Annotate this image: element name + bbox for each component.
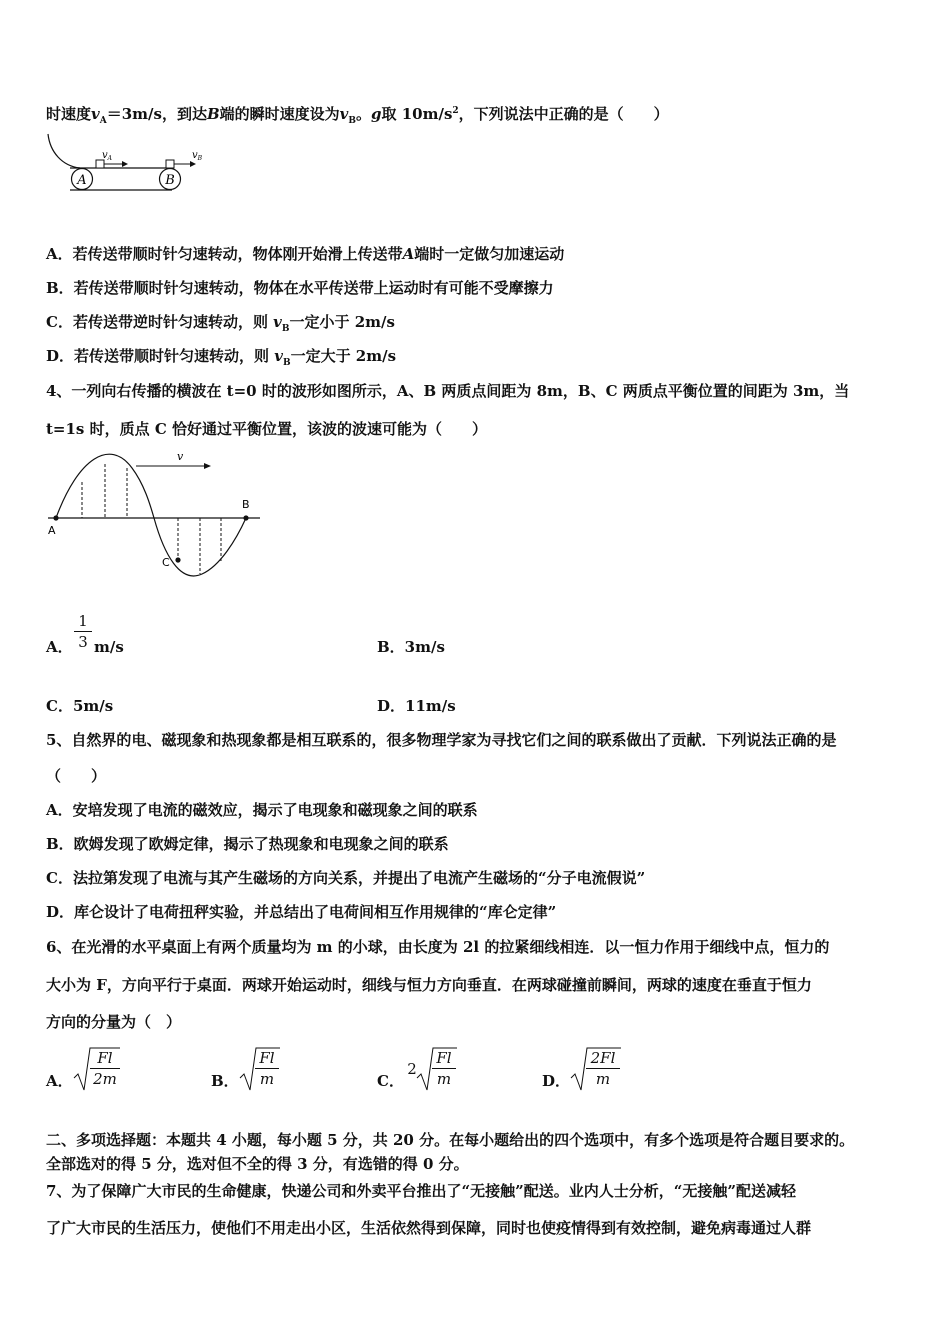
q6-stem-line3: 方向的分量为（ ） <box>46 1013 182 1031</box>
point-c <box>175 557 180 562</box>
q6-option-a-fraction: Fl 2m <box>90 1048 120 1089</box>
q4-option-c: C．5m/s <box>46 697 114 715</box>
point-b <box>243 515 248 520</box>
section2-heading-line2: 全部选对的得 5 分，选对但不全的得 3 分，有选错的得 0 分。 <box>46 1155 469 1173</box>
q5-option-a: A．安培发现了电流的磁效应，揭示了电现象和磁现象之间的联系 <box>46 801 478 819</box>
q3-option-c: C．若传送带逆时针匀速转动，则 $v_B$一定小于 2m/s <box>46 313 395 334</box>
q6-option-c-coef: 2 <box>407 1060 417 1078</box>
conveyor-belt-figure <box>40 130 220 200</box>
q3-option-b: B．若传送带顺时针匀速转动，物体在水平传送带上运动时有可能不受摩擦力 <box>46 279 554 297</box>
q6-stem-line2: 大小为 F，方向平行于桌面．两球开始运动时，细线与恒力方向垂直．在两球碰撞前瞬间，两球的速度在垂直于恒力 <box>46 976 812 994</box>
q6-option-d-fraction: 2Fl m <box>586 1048 620 1089</box>
q6-option-c-fraction: Fl m <box>432 1048 456 1089</box>
q5-option-c: C．法拉第发现了电流与其产生磁场的方向关系，并提出了电流产生磁场的“分子电流假说” <box>46 869 646 887</box>
q5-option-d: D．库仑设计了电荷扭秤实验，并总结出了电荷间相互作用规律的“库仑定律” <box>46 903 557 921</box>
q5-stem-line2: （ ） <box>46 767 107 785</box>
q4-option-a-label: A． <box>46 638 73 656</box>
q4-stem-line1: 4、一列向右传播的横波在 t=0 时的波形如图所示，A、B 两质点间距为 8m，B、C 两质点平衡位置的间距为 3m，当 <box>46 382 850 400</box>
section2-heading-line1: 二、多项选择题：本题共 4 小题，每小题 5 分，共 20 分。在每小题给出的四个选项中，有多个选项是符合题目要求的。 <box>46 1131 855 1149</box>
q3-option-d: D．若传送带顺时针匀速转动，则 $v_B$一定大于 2m/s <box>46 347 397 368</box>
label-c: C <box>162 556 170 569</box>
label-a: A <box>48 524 56 537</box>
q7-stem-line1: 7、为了保障广大市民的生命健康，快递公司和外卖平台推出了“无接触”配送。业内人士分析，“无接触”配送减轻 <box>46 1182 796 1200</box>
q4-stem-line2: t=1s 时，质点 C 恰好通过平衡位置，该波的波速可能为（ ） <box>46 420 487 438</box>
block-b <box>166 160 174 168</box>
q4-option-d: D．11m/s <box>377 697 456 715</box>
wave-figure <box>40 448 270 588</box>
q6-option-a-label: A． <box>46 1072 73 1090</box>
q6-option-c-label: C． <box>377 1072 404 1090</box>
roller-a-label: A <box>77 173 87 188</box>
q6-option-b-label: B． <box>211 1072 239 1090</box>
block-a <box>96 160 104 168</box>
point-a <box>53 515 58 520</box>
q7-stem-line2: 了广大市民的生活压力，使他们不用走出小区，生活依然得到保障，同时也使疫情得到有效控制，避免病毒通过人群 <box>46 1219 812 1237</box>
q6-option-d-label: D． <box>542 1072 571 1090</box>
label-v: v <box>177 450 184 463</box>
q3-stem: 时速度$v_A=3m/s$，到达B端的瞬时速度设为$v_B$。g取 $10m/s^2$，下列说法中正确的是（ ） <box>46 105 669 126</box>
va-label: $v_A$ <box>102 150 112 162</box>
wave-curve <box>56 454 246 576</box>
q5-option-b: B．欧姆发现了欧姆定律，揭示了热现象和电现象之间的联系 <box>46 835 449 853</box>
q4-option-a-fraction: 1 3 <box>74 612 92 651</box>
q6-stem-line1: 6、在光滑的水平桌面上有两个质量均为 m 的小球，由长度为 2l 的拉紧细线相连．以一恒力作用于细线中点，恒力的 <box>46 938 830 956</box>
q5-stem-line1: 5、自然界的电、磁现象和热现象都是相互联系的，很多物理学家为寻找它们之间的联系做出了贡献．下列说法正确的是 <box>46 731 837 749</box>
q3-option-a: A．若传送带顺时针匀速转动，物体刚开始滑上传送带A端时一定做匀加速运动 <box>46 245 565 263</box>
vb-label: $v_B$ <box>192 150 203 162</box>
label-b: B <box>242 498 250 511</box>
q4-option-a-unit: m/s <box>94 638 124 656</box>
q6-option-b-fraction: Fl m <box>255 1048 279 1089</box>
ramp-curve <box>48 134 80 168</box>
q4-option-b: B．3m/s <box>377 638 445 656</box>
roller-b-label: B <box>165 173 175 188</box>
